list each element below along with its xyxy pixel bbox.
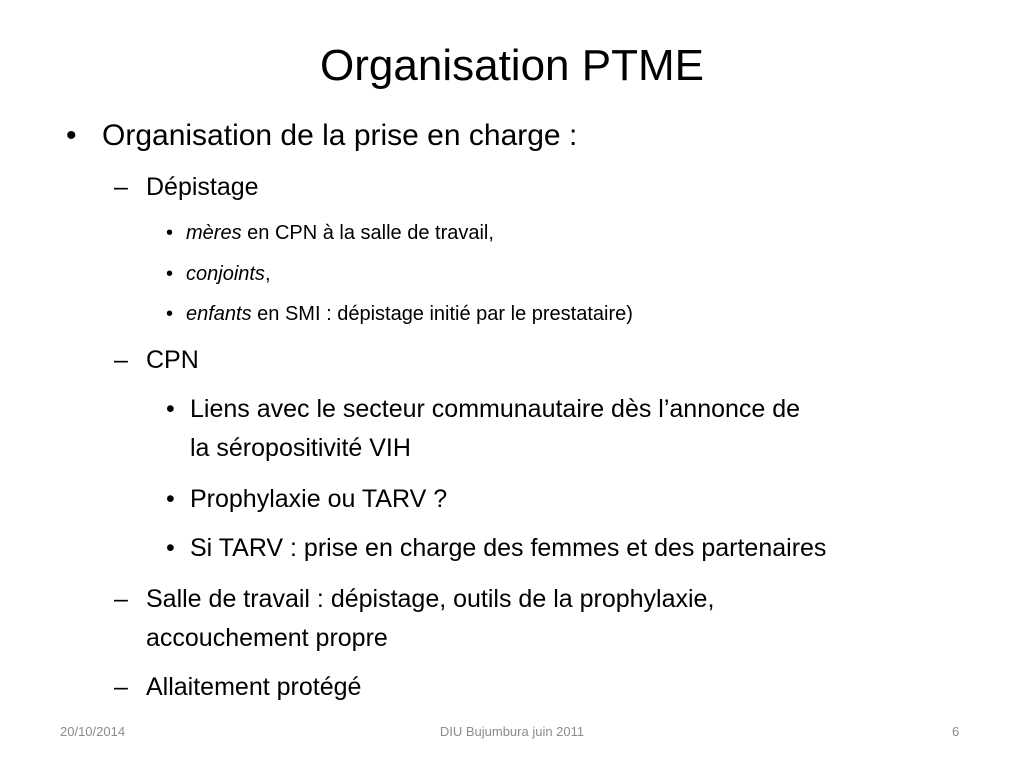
bullet-icon: • — [166, 395, 175, 423]
list-item-text: Liens avec le secteur communautaire dès l’annonce de la séropositivité VIH — [190, 395, 801, 462]
bullet-icon: • — [166, 222, 174, 244]
subbullet-text: Allaitement protégé — [146, 673, 362, 701]
list-item-text: conjoints, — [186, 263, 271, 285]
list-item-tarv — [166, 529, 826, 568]
footer-date: 20/10/2014 — [60, 724, 126, 739]
emphasis-text: conjoints — [186, 263, 265, 285]
list-item-liens — [166, 390, 800, 468]
list-item-prophylaxie — [166, 480, 447, 519]
subbullet-salle — [114, 580, 714, 658]
bullet-icon: • — [166, 534, 175, 562]
subbullet-depistage — [114, 168, 259, 207]
bullet-icon: • — [166, 303, 174, 325]
bullet-text: Organisation de la prise en charge : — [102, 119, 578, 152]
slide-number: 6 — [952, 724, 960, 739]
list-item-enfants — [166, 297, 633, 331]
list-item-text: enfants en SMI : dépistage initié par le prestataire) — [186, 303, 633, 325]
dash-icon: – — [114, 346, 128, 374]
dash-icon: – — [114, 585, 128, 613]
slide-title: Organisation PTME — [320, 41, 704, 90]
subbullet-allaitement — [114, 668, 361, 707]
list-item-text: Si TARV : prise en charge des femmes et des partenaires — [190, 534, 827, 562]
list-item-meres — [166, 216, 494, 250]
subbullet-cpn — [114, 341, 199, 380]
emphasis-text: enfants — [186, 303, 252, 325]
dash-icon: – — [114, 673, 128, 701]
subbullet-text: Dépistage — [146, 173, 259, 201]
list-item-conjoints — [166, 257, 271, 291]
bullet-icon: • — [166, 263, 174, 285]
dash-icon: – — [114, 173, 128, 201]
list-item-text: mères en CPN à la salle de travail, — [186, 222, 494, 244]
bullet-organisation — [66, 114, 577, 158]
emphasis-text: mères — [186, 222, 242, 244]
subbullet-text: CPN — [146, 346, 199, 374]
list-item-text: Prophylaxie ou TARV ? — [190, 485, 448, 513]
subbullet-text: Salle de travail : dépistage, outils de la prophylaxie, accouchement propre — [146, 585, 715, 652]
bullet-icon: • — [166, 485, 175, 513]
footer-center-text: DIU Bujumbura juin 2011 — [439, 724, 585, 739]
bullet-icon: • — [66, 119, 77, 152]
